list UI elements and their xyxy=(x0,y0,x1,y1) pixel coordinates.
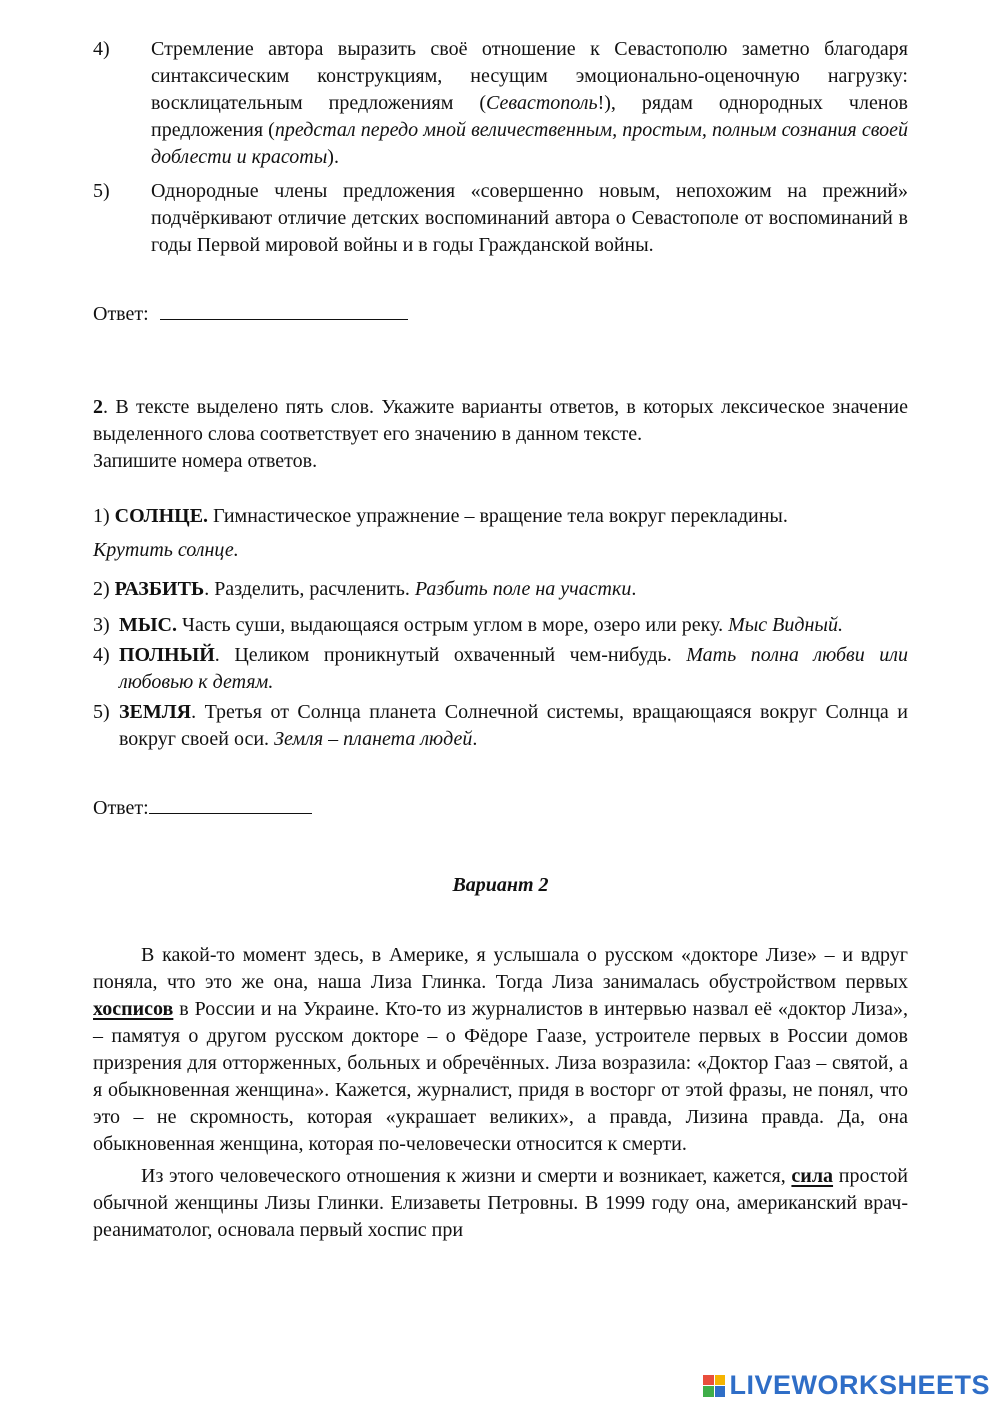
highlighted-word-hospices: хосписов xyxy=(93,998,174,1020)
keyword: СОЛНЦЕ. xyxy=(114,505,209,527)
logo-square xyxy=(703,1375,714,1386)
answer-line-2 xyxy=(93,791,908,822)
definition-item-2: 2) РАЗБИТЬ. Разделить, расчленить. Разбить поле на участки. xyxy=(93,578,637,600)
keyword: МЫС. xyxy=(119,614,177,636)
option-4 xyxy=(93,36,908,171)
answer-blank-2[interactable] xyxy=(149,791,312,814)
definition-item-5: 5) ЗЕМЛЯ. Третья от Солнца планета Солнечной системы, вращающаяся вокруг Солнца и вокруг своей оси. Земля – планета людей. xyxy=(93,701,908,750)
definition-item-3: 3) МЫС. Часть суши, выдающаяся острым углом в море, озеро или реку. Мыс Видный. xyxy=(93,614,843,636)
keyword: ЗЕМЛЯ xyxy=(119,701,192,723)
definition-item-4: 4) ПОЛНЫЙ. Целиком проникнутый охваченный чем-нибудь. Мать полна любви или любовью к детям. xyxy=(93,644,908,693)
definition-item-1: 1) СОЛНЦЕ. Гимнастическое упражнение – вращение тела вокруг перекладины. Крутить солнце. xyxy=(93,503,908,564)
definition-list xyxy=(93,503,908,753)
logo-square xyxy=(715,1375,726,1386)
answer-label: Ответ: xyxy=(93,797,149,819)
option-4-number: 4) xyxy=(93,38,110,60)
option-4-text: Стремление автора выразить своё отношение к Севастополю заметно благодаря синтаксическим конструкциям, несущим эмоционально-оценочную нагрузку: восклицательным предложениям (Севастополь!), рядам однородных членов предложения (предстал передо мной величественным, простым, полным сознания своей доблести и красоты). xyxy=(151,38,908,168)
liveworksheets-logo[interactable] xyxy=(703,1370,990,1401)
option-5 xyxy=(93,178,908,259)
logo-icon xyxy=(703,1375,725,1397)
task-number: 2 xyxy=(93,396,103,418)
option-5-text: Однородные члены предложения «совершенно новым, непохожим на прежний» подчёркивают отличие детских воспоминаний автора о Севастополе от воспоминаний в годы Первой мировой войны и в годы Гражданской войны. xyxy=(151,180,908,256)
option-5-number: 5) xyxy=(93,180,110,202)
task-2-instruction: Запишите номера ответов. xyxy=(93,450,318,472)
logo-text: LIVEWORKSHEETS xyxy=(729,1370,990,1400)
answer-line-1 xyxy=(93,297,908,328)
definition-example: Крутить солнце. xyxy=(93,539,239,561)
highlighted-word-sila: сила xyxy=(791,1165,834,1187)
paragraph-2: Из этого человеческого отношения к жизни и смерти и возникает, кажется, сила простой обычной женщины Лизы Глинки. Елизаветы Петровны. В 1999 году она, американский врач-реаниматолог, основала первый хоспис при xyxy=(93,1165,908,1241)
variant-title: Вариант 2 xyxy=(452,874,549,896)
logo-square xyxy=(715,1386,726,1397)
task-2-intro: 2. В тексте выделено пять слов. Укажите варианты ответов, в которых лексическое значение выделенного слова соответствует его значению в данном тексте. xyxy=(93,396,908,445)
answer-blank-1[interactable] xyxy=(160,297,408,320)
document-page xyxy=(93,36,908,1244)
answer-label: Ответ: xyxy=(93,303,149,325)
logo-square xyxy=(703,1386,714,1397)
keyword: ПОЛНЫЙ xyxy=(119,644,215,666)
paragraph-1: В какой-то момент здесь, в Америке, я услышала о русском «докторе Лизе» – и вдруг поняла, что это же она, наша Лиза Глинка. Тогда Лиза занималась обустройством первых хосписов в России и на Украине. Кто-то из журналистов в интервью назвал её «доктор Лиза», – памятуя о другом русском докторе – о Фёдоре Гаазе, устроителе первых в России домов призрения для отторженных, больных и обречённых. Лиза возразила: «Доктор Гааз – святой, а я обыкновенная женщина». Кажется, журналист, придя в восторг от этой фразы, не понял, что это – не скромность, которая «украшает великих», а правда, Лизина правда. Да, она обыкновенная женщина, которая по-человечески относится к смерти. xyxy=(93,944,908,1155)
keyword: РАЗБИТЬ xyxy=(114,578,205,600)
